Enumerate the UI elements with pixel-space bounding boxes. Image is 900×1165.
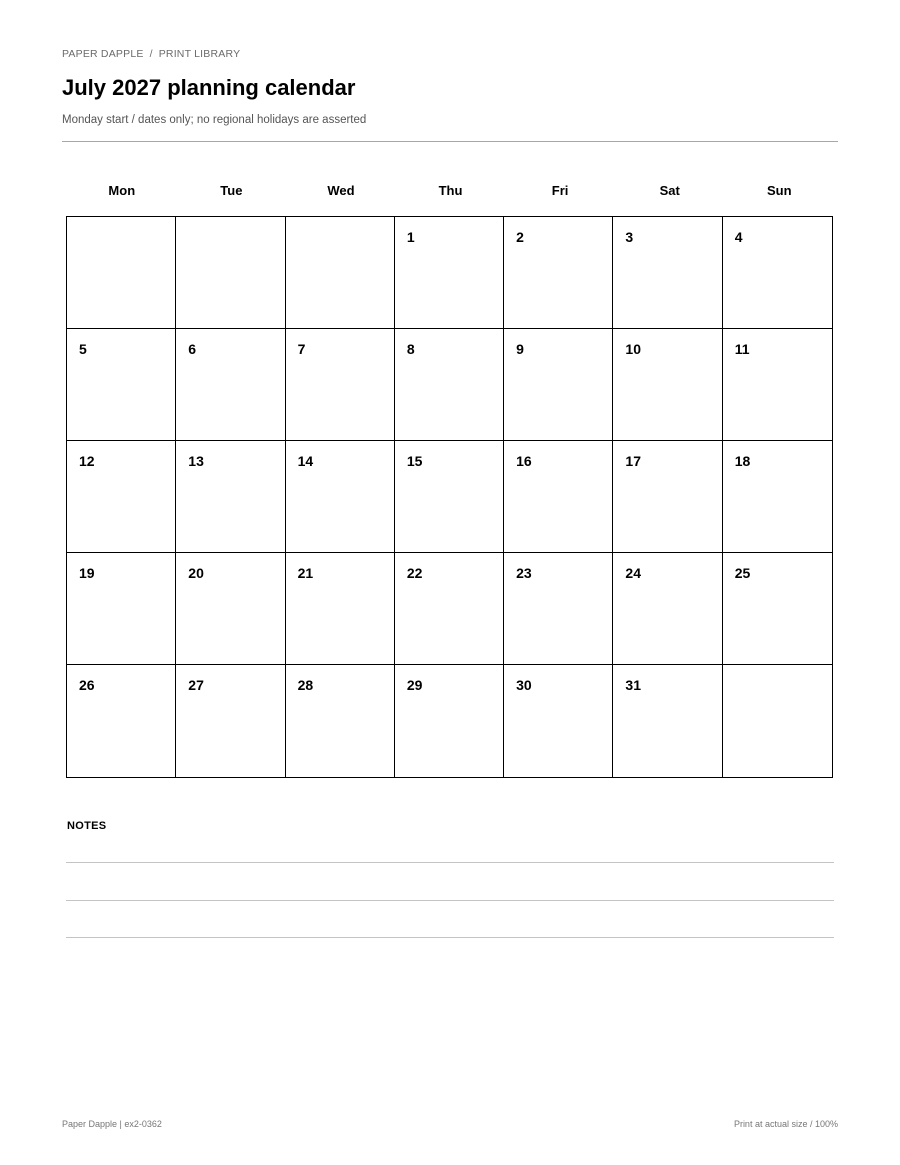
day-number: 14 (297, 453, 314, 469)
day-number: 20 (188, 565, 204, 581)
notes-line (66, 937, 834, 938)
day-cell (286, 441, 395, 553)
day-number: 3 (625, 229, 634, 245)
day-cell (395, 553, 504, 665)
footer-document-id: Paper Dapple | ex2-0362 (62, 1119, 162, 1129)
day-cell (67, 553, 176, 665)
weekday-header-row (67, 182, 834, 200)
day-cell (504, 441, 613, 553)
weekday-mon: Mon (108, 183, 136, 198)
day-number: 31 (625, 677, 641, 693)
day-number: 19 (79, 565, 95, 581)
page-title: July 2027 planning calendar (62, 75, 356, 100)
day-number: 24 (625, 565, 641, 581)
day-number: 25 (734, 565, 751, 581)
day-cell (504, 665, 613, 777)
day-cell (613, 553, 722, 665)
day-number: 8 (406, 341, 415, 357)
day-cell (504, 553, 613, 665)
day-number: 4 (734, 229, 743, 245)
day-number: 6 (188, 341, 197, 357)
day-cell (613, 329, 722, 441)
day-cell (67, 441, 176, 553)
weekday-sun: Sun (766, 183, 792, 198)
day-cell (286, 329, 395, 441)
day-number: 23 (516, 565, 532, 581)
empty-day-cell (176, 217, 285, 329)
day-number: 26 (79, 677, 95, 693)
weekday-tue: Tue (220, 183, 243, 198)
footer-print-hint: Print at actual size / 100% (733, 1119, 838, 1129)
header-divider (62, 141, 838, 142)
day-number: 7 (297, 341, 306, 357)
day-cell (286, 665, 395, 777)
day-cell (613, 217, 722, 329)
weekday-fri: Fri (551, 183, 569, 198)
day-number: 17 (625, 453, 641, 469)
notes-line (66, 900, 834, 901)
weekday-thu: Thu (438, 183, 463, 198)
day-cell (176, 553, 285, 665)
day-cell (286, 553, 395, 665)
day-cell (395, 329, 504, 441)
day-number: 5 (79, 341, 87, 357)
day-number: 29 (406, 677, 423, 693)
empty-day-cell (286, 217, 395, 329)
day-number: 18 (734, 453, 751, 469)
day-number: 22 (406, 565, 423, 581)
day-cell (613, 441, 722, 553)
day-cell (67, 665, 176, 777)
day-number: 28 (297, 677, 314, 693)
day-cell (395, 441, 504, 553)
empty-day-cell (723, 665, 832, 777)
day-cell (504, 329, 613, 441)
calendar-grid (66, 216, 833, 778)
day-number: 9 (516, 341, 524, 357)
notes-label: NOTES (67, 820, 107, 832)
weekday-wed: Wed (327, 183, 355, 198)
empty-day-cell (67, 217, 176, 329)
breadcrumb-item-print-library[interactable]: PRINT LIBRARY (158, 48, 241, 60)
day-number: 21 (297, 565, 314, 581)
day-number: 11 (734, 341, 750, 357)
day-cell (395, 217, 504, 329)
day-number: 13 (188, 453, 204, 469)
day-cell (723, 553, 832, 665)
day-number: 10 (625, 341, 641, 357)
notes-line (66, 862, 834, 863)
day-cell (395, 665, 504, 777)
day-number: 2 (516, 229, 524, 245)
day-cell (613, 665, 722, 777)
day-number: 15 (406, 453, 423, 469)
day-cell (176, 665, 285, 777)
day-cell (67, 329, 176, 441)
day-number: 1 (406, 229, 415, 245)
breadcrumb (62, 48, 240, 60)
day-number: 30 (516, 677, 532, 693)
day-cell (723, 217, 832, 329)
day-cell (723, 441, 832, 553)
day-cell (176, 441, 285, 553)
page-subtitle: Monday start / dates only; no regional holidays are asserted (62, 114, 367, 126)
day-number: 12 (79, 453, 95, 469)
breadcrumb-item-paper-dapple[interactable]: PAPER DAPPLE (62, 48, 144, 60)
day-number: 16 (516, 453, 532, 469)
day-cell (176, 329, 285, 441)
day-number: 27 (188, 677, 204, 693)
day-cell (504, 217, 613, 329)
breadcrumb-separator: / (149, 48, 153, 60)
weekday-sat: Sat (659, 183, 680, 198)
day-cell (723, 329, 832, 441)
